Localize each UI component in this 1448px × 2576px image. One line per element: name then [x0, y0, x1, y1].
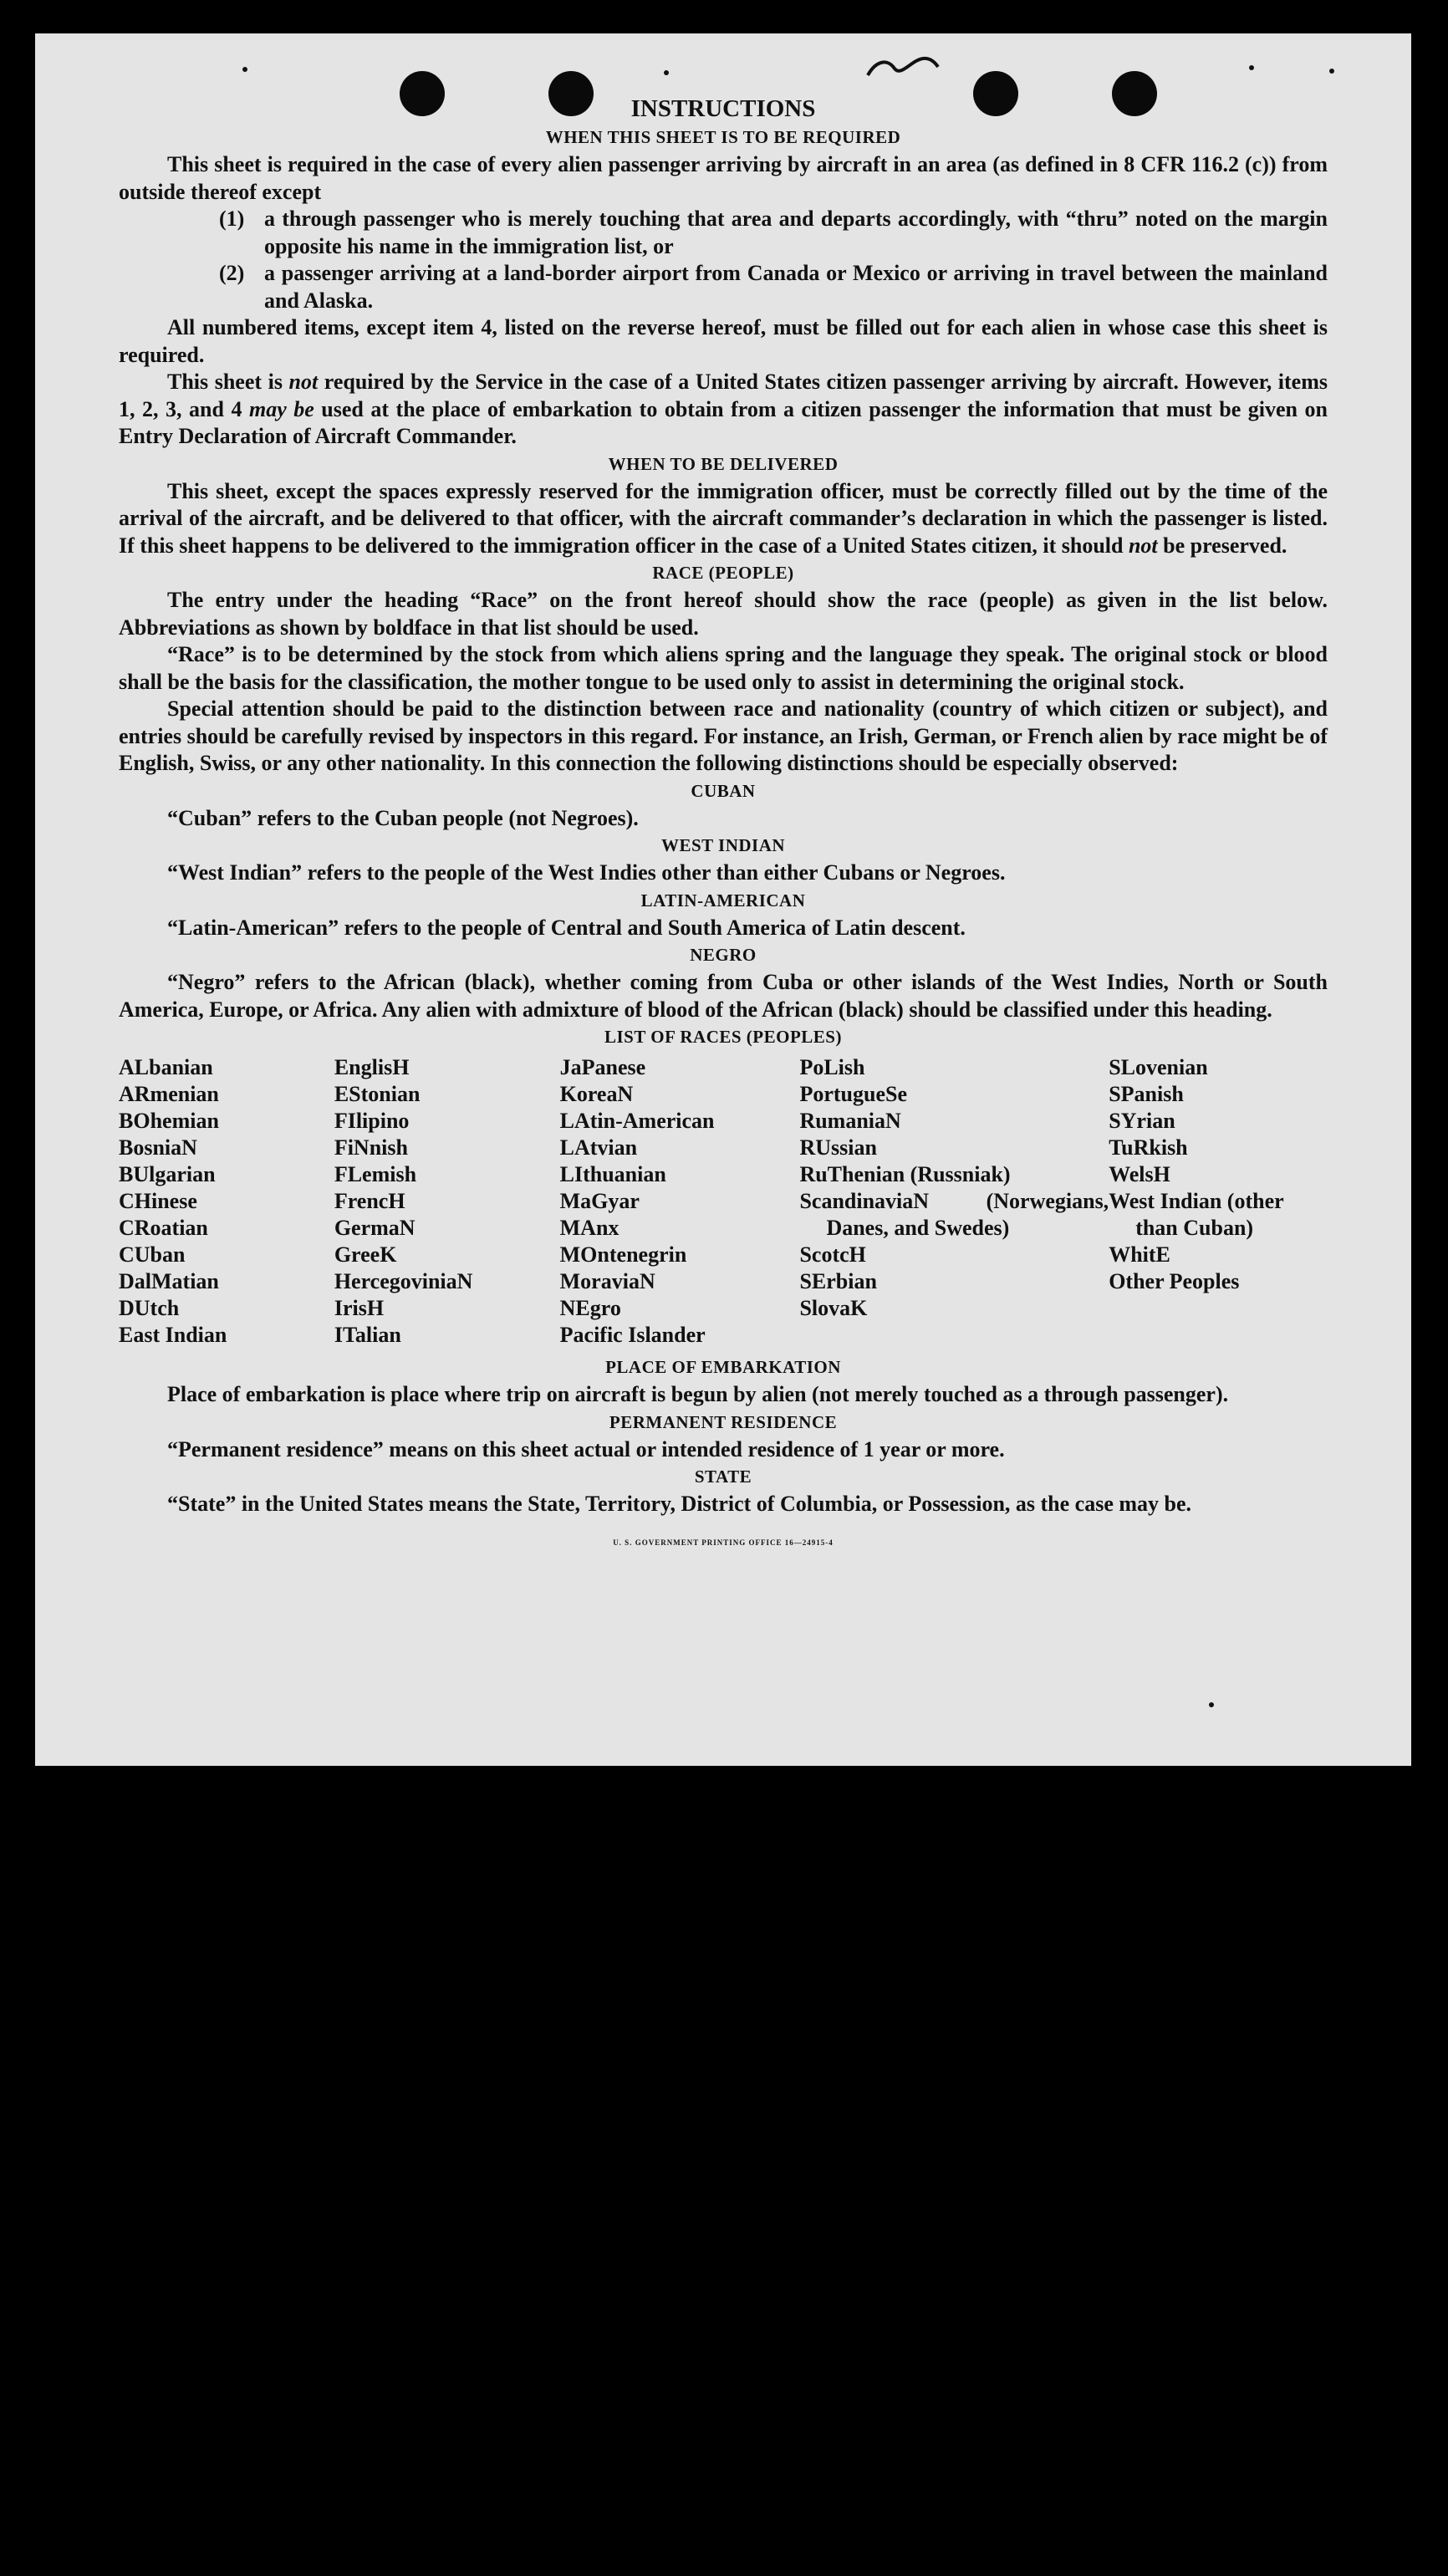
- paragraph: “Race” is to be determined by the stock from which aliens spring and the language they speak. The original stock or blood shall be the basis for the classification, the mother tongue to be used only to assist in determining the original stock.: [119, 642, 1328, 694]
- race-item: MoraviaN: [559, 1269, 655, 1293]
- heading-state: STATE: [694, 1467, 752, 1487]
- race-item: ARmenian: [119, 1082, 219, 1106]
- race-item: IrisH: [334, 1296, 385, 1320]
- print-speck: [1249, 65, 1254, 70]
- numbered-item: [119, 260, 1328, 314]
- race-item: RumaniaN: [799, 1109, 901, 1133]
- race-item: West Indian (other than Cuban): [1109, 1189, 1284, 1240]
- race-item: TuRkish: [1109, 1135, 1188, 1160]
- heading-race: RACE (PEOPLE): [652, 563, 794, 583]
- race-item: WelsH: [1109, 1162, 1170, 1186]
- paragraph: Special attention should be paid to the distinction between race and nationality (country of which citizen or subject), and entries should be carefully revised by inspectors in this regard. For instance, an Irish, German, or French alien by race might be of English, Swiss, or any other nationality. In this connection the following distinctions should be especially observed:: [119, 696, 1328, 775]
- handwritten-mark: [864, 54, 941, 82]
- race-item: PoLish: [799, 1055, 865, 1079]
- race-item: SlovaK: [799, 1296, 868, 1320]
- punch-hole: [400, 71, 445, 116]
- heading-list-of-races: LIST OF RACES (PEOPLES): [604, 1027, 842, 1047]
- race-item: MaGyar: [559, 1189, 640, 1213]
- paragraph: “Permanent residence” means on this sheet actual or intended residence of 1 year or more.: [167, 1436, 1005, 1461]
- item-text: a through passenger who is merely touching that area and departs accordingly, with “thru” noted on the margin opposite his name in the immigration list, or: [264, 207, 1328, 258]
- heading-when-delivered: WHEN TO BE DELIVERED: [608, 453, 839, 474]
- race-item: ScandinaviaN (Norwegians, Danes, and Swedes): [799, 1189, 1109, 1240]
- paragraph: “Latin-American” refers to the people of Central and South America of Latin descent.: [167, 915, 966, 940]
- paragraph: This sheet is required in the case of every alien passenger arriving by aircraft in an area (as defined in 8 CFR 116.2 (c)) from outside thereof except: [119, 152, 1328, 204]
- race-column: [334, 1054, 560, 1349]
- heading-permanent-residence: PERMANENT RESIDENCE: [609, 1411, 838, 1432]
- race-item: FLemish: [334, 1162, 417, 1186]
- race-item: East Indian: [119, 1323, 227, 1347]
- document-page: [35, 33, 1411, 1766]
- race-list: [119, 1054, 1328, 1349]
- paragraph: All numbered items, except item 4, listed on the reverse hereof, must be filled out for each alien in whose case this sheet is required.: [119, 315, 1328, 367]
- race-item: DUtch: [119, 1296, 180, 1320]
- race-item: SPanish: [1109, 1082, 1184, 1106]
- heading-west-indian: WEST INDIAN: [660, 835, 786, 855]
- item-number: (2): [219, 261, 245, 285]
- race-item: MAnx: [559, 1216, 619, 1240]
- race-item: SYrian: [1109, 1109, 1175, 1133]
- race-item: GermaN: [334, 1216, 416, 1240]
- race-item: SErbian: [799, 1269, 877, 1293]
- item-number: (1): [219, 207, 245, 231]
- heading-when-required: WHEN THIS SHEET IS TO BE REQUIRED: [545, 127, 901, 147]
- paragraph: The entry under the heading “Race” on the front hereof should show the race (people) as given in the list below. Abbreviations as shown by boldface in that list should be used.: [119, 588, 1328, 640]
- race-item: KoreaN: [559, 1082, 634, 1106]
- race-item: EStonian: [334, 1082, 421, 1106]
- race-item: LAtvian: [559, 1135, 638, 1160]
- paragraph: “Cuban” refers to the Cuban people (not Negroes).: [167, 805, 639, 830]
- item-text: a passenger arriving at a land-border airport from Canada or Mexico or arriving in travel between the mainland and Alaska.: [264, 261, 1328, 313]
- race-item: Other Peoples: [1109, 1269, 1240, 1293]
- race-item: MOntenegrin: [559, 1242, 687, 1267]
- race-column: [119, 1054, 334, 1349]
- race-item: FIlipino: [334, 1109, 410, 1133]
- punch-hole: [973, 71, 1018, 116]
- paragraph: “State” in the United States means the State, Territory, District of Columbia, or Possession, as the case may be.: [167, 1492, 1192, 1516]
- race-item: BOhemian: [119, 1109, 219, 1133]
- paragraph: This sheet, except the spaces expressly reserved for the immigration officer, must be correctly filled out by the time of the arrival of the aircraft, and be delivered to that officer, with the aircraft commander’s declaration in which the passenger is listed. If this sheet happens to be delivered to the immigration officer in the case of a United States citizen, it should not be preserved.: [119, 478, 1328, 558]
- print-speck: [242, 67, 247, 72]
- race-column: [799, 1054, 1109, 1349]
- numbered-item: [119, 206, 1328, 260]
- race-item: ITalian: [334, 1323, 401, 1347]
- race-column: [1109, 1054, 1328, 1349]
- heading-cuban: CUBAN: [691, 780, 756, 801]
- heading-place-of-embarkation: PLACE OF EMBARKATION: [605, 1357, 841, 1377]
- race-item: ScotcH: [799, 1242, 866, 1267]
- print-speck: [1329, 69, 1334, 74]
- heading-latin-american: LATIN-AMERICAN: [640, 890, 806, 911]
- race-item: DalMatian: [119, 1269, 219, 1293]
- punch-hole: [1112, 71, 1157, 116]
- race-item: BUlgarian: [119, 1162, 216, 1186]
- race-item: ALbanian: [119, 1055, 213, 1079]
- race-column: [560, 1054, 800, 1349]
- race-item: RUssian: [799, 1135, 877, 1160]
- race-item: LAtin-American: [559, 1109, 715, 1133]
- race-item: CRoatian: [119, 1216, 208, 1240]
- race-item: WhitE: [1109, 1242, 1170, 1267]
- paragraph: “West Indian” refers to the people of the West Indies other than either Cubans or Negroes.: [167, 860, 1006, 885]
- race-item: FiNnish: [334, 1135, 408, 1160]
- paragraph: “Negro” refers to the African (black), whether coming from Cuba or other islands of the West Indies, North or South America, Europe, or Africa. Any alien with admixture of blood of the African (black) should be classified under this heading.: [119, 970, 1328, 1022]
- race-item: RuThenian (Russniak): [799, 1162, 1011, 1186]
- print-speck: [664, 70, 669, 75]
- print-speck: [1209, 1702, 1214, 1707]
- document-title: INSTRUCTIONS: [630, 95, 816, 122]
- race-item: EnglisH: [334, 1055, 410, 1079]
- race-item: SLovenian: [1109, 1055, 1208, 1079]
- paragraph: Place of embarkation is place where trip on aircraft is begun by alien (not merely touched as a through passenger).: [167, 1382, 1229, 1406]
- race-item: FrencH: [334, 1189, 405, 1213]
- race-item: Pacific Islander: [559, 1323, 706, 1347]
- race-item: HercegoviniaN: [334, 1269, 473, 1293]
- punch-hole: [548, 71, 594, 116]
- race-item: BosniaN: [119, 1135, 197, 1160]
- race-item: LIthuanian: [559, 1162, 666, 1186]
- race-item: PortugueSe: [799, 1082, 907, 1106]
- heading-negro: NEGRO: [690, 945, 757, 965]
- race-item: CUban: [119, 1242, 186, 1267]
- race-item: JaPanese: [559, 1055, 646, 1079]
- paragraph: This sheet is not required by the Service in the case of a United States citizen passenger arriving by aircraft. However, items 1, 2, 3, and 4 may be used at the place of embarkation to obtain from a citizen passenger the information that must be given on Entry Declaration of Aircraft Commander.: [119, 370, 1328, 448]
- race-item: CHinese: [119, 1189, 197, 1213]
- printing-office-footer: U. S. GOVERNMENT PRINTING OFFICE 16—24915-4: [613, 1538, 834, 1547]
- race-item: GreeK: [334, 1242, 397, 1267]
- race-item: NEgro: [559, 1296, 621, 1320]
